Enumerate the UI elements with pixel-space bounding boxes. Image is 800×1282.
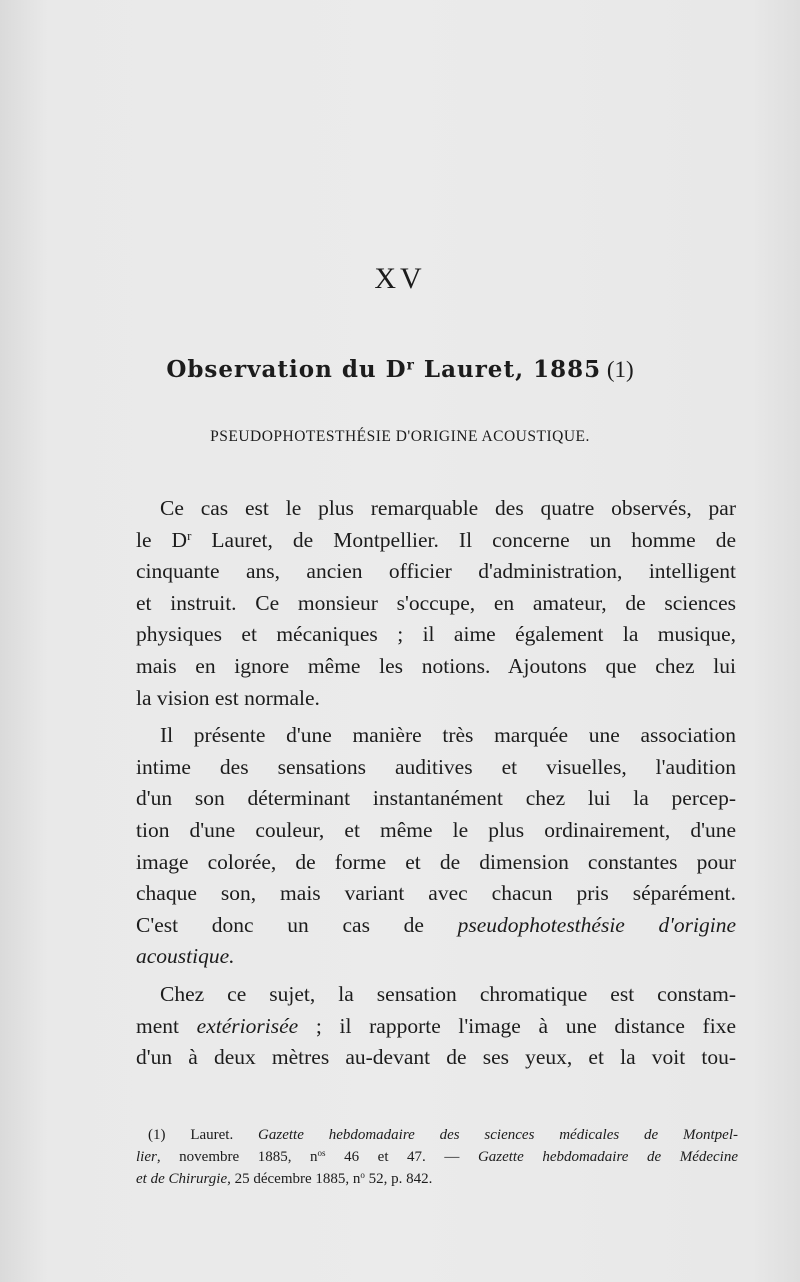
text-line: Ce cas est le plus remarquable des quatre observés, par — [160, 496, 736, 520]
chapter-title — [0, 356, 800, 383]
text-run: Lauret, de Montpellier. Il concerne un homme de — [191, 527, 737, 552]
body-text — [136, 493, 736, 1074]
text-italic: extériorisée — [196, 1013, 299, 1038]
text-run: , 25 décembre 1885, n — [227, 1171, 361, 1187]
text-run: C'est donc un cas de — [136, 912, 458, 937]
chapter-subtitle: PSEUDOPHOTESTHÉSIE D'ORIGINE ACOUSTIQUE. — [210, 428, 590, 445]
title-label-sup: r — [406, 357, 415, 374]
footnote — [136, 1124, 738, 1190]
text-line — [136, 1011, 736, 1043]
text-sup: os — [317, 1148, 326, 1159]
text-line: tion d'une couleur, et même le plus ordinairement, d'une — [136, 817, 736, 842]
text-line: d'un son déterminant instantanément chez lui la percep- — [136, 786, 736, 811]
footnote-line — [136, 1168, 738, 1190]
title-name: Lauret, 1885 — [423, 356, 602, 383]
footnote-marker: (1) — [148, 1127, 166, 1143]
text-line: mais en ignore même les notions. Ajoutons que chez lui — [136, 653, 736, 678]
title-label: Observation du D — [166, 356, 407, 383]
text-run: , novembre 1885, n — [156, 1149, 318, 1165]
text-line: Chez ce sujet, la sensation chromatique est constam- — [160, 981, 736, 1006]
text-line: chaque son, mais variant avec chacun pris séparément. — [136, 881, 736, 906]
text-sup: o — [360, 1170, 365, 1181]
text-run: Lauret. — [165, 1127, 259, 1143]
text-line: d'un à deux mètres au-devant de ses yeux, et la voit tou- — [136, 1045, 736, 1070]
text-line: image colorée, de forme et de dimension constantes pour — [136, 849, 736, 874]
text-run: ment — [136, 1013, 197, 1038]
chapter-number: XV — [374, 262, 426, 295]
text-line: physiques et mécaniques ; il aime également la musique, — [136, 622, 736, 647]
text-sup: r — [187, 528, 192, 543]
text-italic: pseudophotesthésie d'origine — [457, 912, 736, 937]
text-italic: et de Chirurgie — [136, 1171, 228, 1187]
text-line — [136, 910, 736, 942]
text-run: 46 et 47. — — [325, 1149, 478, 1165]
text-run: 52, p. 842. — [364, 1171, 433, 1187]
text-line: et instruit. Ce monsieur s'occupe, en amateur, de sciences — [136, 590, 736, 615]
title-note-ref: (1) — [606, 357, 634, 382]
text-line: acoustique. — [136, 944, 235, 969]
footnote-line — [136, 1124, 738, 1146]
text-line — [136, 525, 736, 557]
footnote-line — [136, 1146, 738, 1168]
text-run: le D — [136, 527, 188, 552]
text-line: intime des sensations auditives et visuelles, l'audition — [136, 754, 736, 779]
text-line: la vision est normale. — [136, 685, 320, 710]
text-italic: lier — [136, 1149, 157, 1165]
paragraph-2 — [136, 720, 736, 973]
paragraph-1 — [136, 493, 736, 714]
text-line: cinquante ans, ancien officier d'administration, intelligent — [136, 559, 736, 584]
paragraph-3 — [136, 979, 736, 1074]
text-run: ; il rapporte l'image à une distance fixe — [298, 1013, 736, 1038]
text-italic: Gazette hebdomadaire de Médecine — [477, 1149, 738, 1165]
text-italic: Gazette hebdomadaire des sciences médicales de Montpel- — [258, 1127, 738, 1143]
text-line: Il présente d'une manière très marquée une association — [160, 723, 736, 748]
